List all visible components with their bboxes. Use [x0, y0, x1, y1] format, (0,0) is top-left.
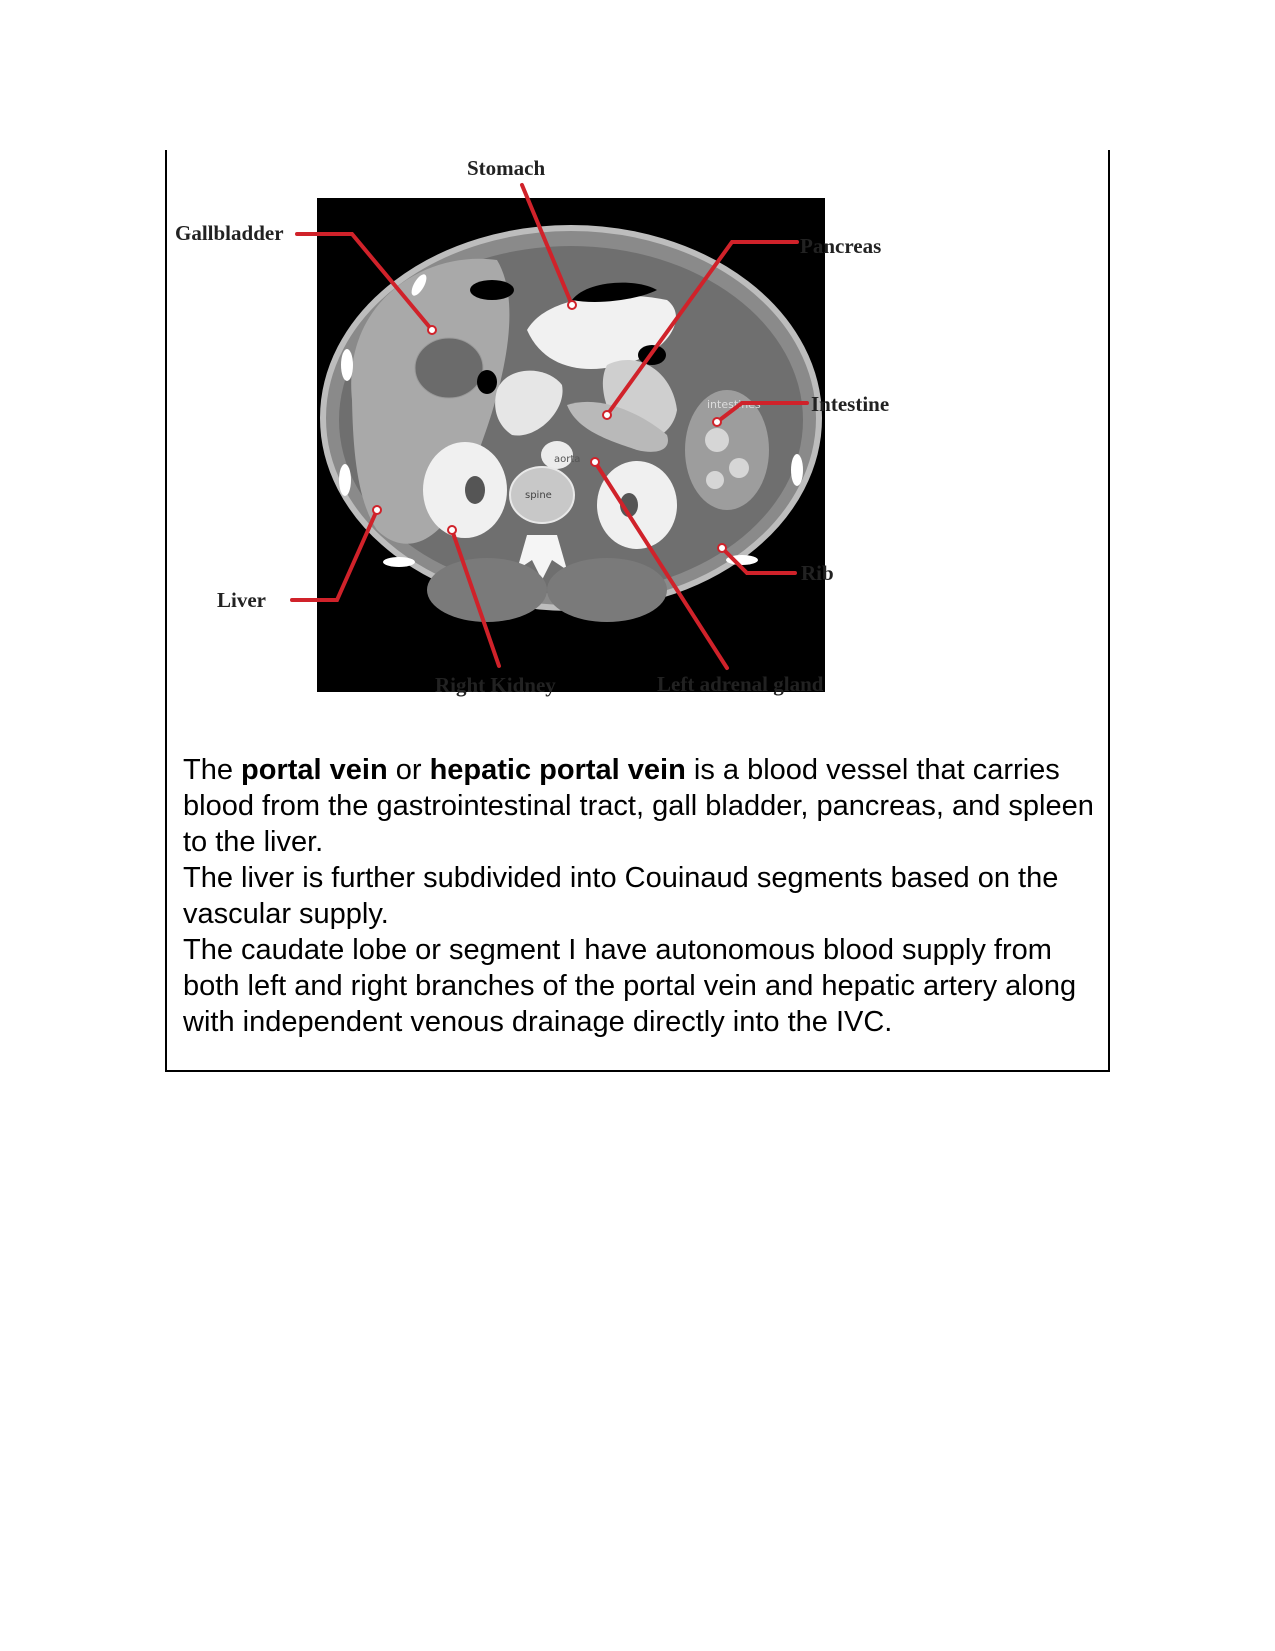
endpoint-marker	[603, 411, 611, 419]
inner-label-spine: spine	[525, 490, 552, 501]
text-run: or	[387, 754, 430, 786]
ct-scan-figure	[167, 150, 1112, 740]
endpoint-marker	[448, 526, 456, 534]
term-hepatic-portal-vein: hepatic portal vein	[429, 754, 686, 786]
intestine-loop	[706, 471, 724, 489]
rib-shape	[341, 349, 353, 381]
label-intestine: Intestine	[811, 392, 890, 416]
paragraph-couinaud: The liver is further subdivided into Couinaud segments based on the vascular supply.	[183, 862, 1059, 930]
endpoint-marker	[568, 301, 576, 309]
renal-pelvis	[465, 476, 485, 504]
label-left-adrenal-gland: Left adrenal gland	[657, 672, 824, 696]
label-liver: Liver	[217, 588, 266, 612]
inner-label-aorta: aorta	[554, 454, 581, 465]
description-text	[183, 752, 1098, 1040]
gas-pocket	[470, 280, 514, 300]
label-rib: Rib	[801, 561, 834, 585]
rib-shape	[383, 557, 415, 567]
endpoint-marker	[713, 418, 721, 426]
label-gallbladder: Gallbladder	[175, 221, 284, 245]
label-stomach: Stomach	[467, 156, 546, 180]
term-portal-vein: portal vein	[241, 754, 388, 786]
endpoint-marker	[718, 544, 726, 552]
endpoint-marker	[373, 506, 381, 514]
label-pancreas: Pancreas	[800, 234, 882, 258]
paragraph-caudate-lobe: The caudate lobe or segment I have autonomous blood supply from both left and right branches of the portal vein and hepatic artery along with independent venous drainage directly into the IVC.	[183, 934, 1077, 1038]
intestine-loop	[729, 458, 749, 478]
endpoint-marker	[591, 458, 599, 466]
rib-shape	[339, 464, 351, 496]
gas-pocket	[477, 370, 497, 394]
label-right-kidney: Right Kidney	[435, 673, 556, 697]
gallbladder-shape	[415, 338, 483, 398]
ct-scan-illustration	[167, 150, 1112, 740]
content-frame	[165, 150, 1110, 1072]
intestine-loop	[705, 428, 729, 452]
paragraph-portal-vein	[183, 752, 1098, 860]
back-muscle	[427, 558, 547, 622]
text-run: The	[183, 754, 242, 786]
text-run: is a blood vessel that carries blood from the gastrointestinal tract, gall bladder, pancreas, and spleen to the liver.	[183, 754, 1094, 858]
rib-shape	[791, 454, 803, 486]
inner-label-intestines: intestines	[707, 398, 761, 411]
back-muscle	[547, 558, 667, 622]
endpoint-marker	[428, 326, 436, 334]
